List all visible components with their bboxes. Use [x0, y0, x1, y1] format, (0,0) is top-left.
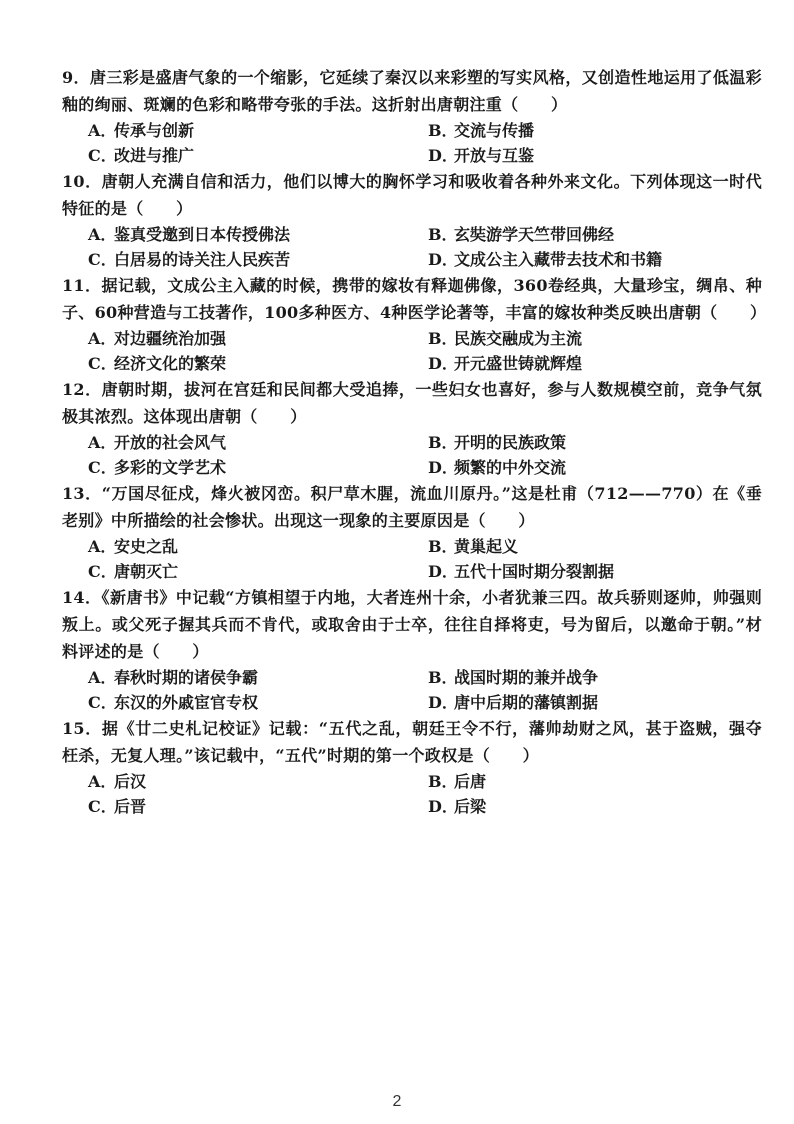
- option-label: A．: [88, 433, 117, 452]
- option-label: D．: [428, 250, 458, 269]
- option-c: [88, 690, 428, 715]
- options: [88, 326, 762, 376]
- option-label: D．: [428, 693, 458, 712]
- option-text: 开明的民族政策: [454, 433, 567, 452]
- option-label: A．: [88, 329, 117, 348]
- option-label: B．: [428, 668, 458, 687]
- option-label: C．: [88, 458, 117, 477]
- question-stem: 14．《新唐书》中记载“方镇相望于内地，大者连州十余，小者犹兼三四。故兵骄则逐帅，帅强则叛上。或父死子握其兵而不肯代，或取舍由于士卒，往往自择将吏，号为留后，以邀命于朝。”材料评述的是（ ）: [62, 588, 762, 661]
- option-a: [88, 769, 428, 794]
- option-b: [428, 769, 768, 794]
- option-label: C．: [88, 250, 117, 269]
- option-text: 玄奘游学天竺带回佛经: [454, 225, 615, 244]
- question-12: [62, 376, 762, 480]
- option-text: 对边疆统治加强: [114, 329, 227, 348]
- option-label: D．: [428, 562, 458, 581]
- option-text: 开放的社会风气: [114, 433, 227, 452]
- question-10: [62, 168, 762, 272]
- option-a: [88, 118, 428, 143]
- option-c: [88, 455, 428, 480]
- option-text: 安史之乱: [114, 537, 179, 556]
- option-label: C．: [88, 562, 117, 581]
- question-13: [62, 480, 762, 584]
- option-a: [88, 430, 428, 455]
- option-text: 文成公主入藏带去技术和书籍: [454, 250, 663, 269]
- option-c: [88, 794, 428, 819]
- options: [88, 665, 762, 715]
- option-d: [428, 559, 768, 584]
- option-a: [88, 326, 428, 351]
- question-stem: 13．“万国尽征戍，烽火被冈峦。积尸草木腥，流血川原丹。”这是杜甫（712——770）在《垂老别》中所描绘的社会惨状。出现这一现象的主要原因是（ ）: [62, 484, 762, 530]
- option-text: 唐中后期的藩镇割据: [454, 693, 599, 712]
- option-label: A．: [88, 537, 117, 556]
- option-label: D．: [428, 354, 458, 373]
- options: [88, 118, 762, 168]
- option-text: 传承与创新: [114, 121, 195, 140]
- option-label: B．: [428, 433, 458, 452]
- question-14: [62, 584, 762, 715]
- option-text: 民族交融成为主流: [454, 329, 583, 348]
- option-label: C．: [88, 797, 117, 816]
- question-stem: 10．唐朝人充满自信和活力，他们以博大的胸怀学习和吸收着各种外来文化。下列体现这一时代特征的是（ ）: [62, 172, 762, 218]
- option-text: 后梁: [454, 797, 487, 816]
- question-9: [62, 64, 762, 168]
- option-label: C．: [88, 354, 117, 373]
- option-a: [88, 534, 428, 559]
- option-label: A．: [88, 121, 117, 140]
- option-c: [88, 247, 428, 272]
- option-label: D．: [428, 146, 458, 165]
- option-label: D．: [428, 797, 458, 816]
- option-label: B．: [428, 772, 458, 791]
- option-label: A．: [88, 225, 117, 244]
- page-number: 2: [392, 1093, 402, 1110]
- option-text: 开元盛世铸就辉煌: [454, 354, 583, 373]
- question-stem: 9．唐三彩是盛唐气象的一个缩影，它延续了秦汉以来彩塑的写实风格，又创造性地运用了低温彩釉的绚丽、斑斓的色彩和略带夸张的手法。这折射出唐朝注重（ ）: [62, 68, 762, 114]
- option-b: [428, 665, 768, 690]
- option-text: 后唐: [454, 772, 487, 791]
- option-b: [428, 118, 768, 143]
- option-text: 频繁的中外交流: [454, 458, 567, 477]
- option-text: 唐朝灭亡: [114, 562, 179, 581]
- options: [88, 534, 762, 584]
- option-c: [88, 559, 428, 584]
- option-d: [428, 351, 768, 376]
- option-text: 后汉: [114, 772, 147, 791]
- option-label: B．: [428, 225, 458, 244]
- option-c: [88, 351, 428, 376]
- option-b: [428, 534, 768, 559]
- option-d: [428, 690, 768, 715]
- options: [88, 769, 762, 819]
- option-d: [428, 247, 768, 272]
- option-d: [428, 143, 768, 168]
- option-text: 经济文化的繁荣: [114, 354, 227, 373]
- option-text: 白居易的诗关注人民疾苦: [114, 250, 291, 269]
- option-text: 五代十国时期分裂割据: [454, 562, 615, 581]
- option-text: 交流与传播: [454, 121, 535, 140]
- option-a: [88, 665, 428, 690]
- option-a: [88, 222, 428, 247]
- option-d: [428, 455, 768, 480]
- question-stem: 15．据《廿二史札记校证》记载：“五代之乱，朝廷王令不行，藩帅劫财之风，甚于盗贼，强夺枉杀，无复人理。”该记载中，“五代”时期的第一个政权是（ ）: [62, 719, 762, 765]
- option-text: 开放与互鉴: [454, 146, 535, 165]
- option-text: 改进与推广: [114, 146, 195, 165]
- question-stem: 11．据记载，文成公主入藏的时候，携带的嫁妆有释迦佛像，360卷经典，大量珍宝，绸帛、种子、60种营造与工技著作，100多种医方、4种医学论著等，丰富的嫁妆种类反映出唐朝（ ）: [62, 276, 767, 322]
- option-text: 东汉的外戚宦官专权: [114, 693, 259, 712]
- option-text: 黄巢起义: [454, 537, 519, 556]
- option-text: 后晋: [114, 797, 147, 816]
- option-text: 多彩的文学艺术: [114, 458, 227, 477]
- option-label: B．: [428, 329, 458, 348]
- option-b: [428, 430, 768, 455]
- option-label: B．: [428, 537, 458, 556]
- option-label: A．: [88, 772, 117, 791]
- option-label: A．: [88, 668, 117, 687]
- option-b: [428, 326, 768, 351]
- option-label: D．: [428, 458, 458, 477]
- options: [88, 222, 762, 272]
- question-stem: 12．唐朝时期，拔河在宫廷和民间都大受追捧，一些妇女也喜好，参与人数规模空前，竞争气氛极其浓烈。这体现出唐朝（ ）: [62, 380, 762, 426]
- option-label: C．: [88, 693, 117, 712]
- options: [88, 430, 762, 480]
- question-15: [62, 715, 762, 819]
- option-label: B．: [428, 121, 458, 140]
- option-b: [428, 222, 768, 247]
- question-11: [62, 272, 767, 376]
- option-text: 鉴真受邀到日本传授佛法: [114, 225, 291, 244]
- option-text: 战国时期的兼并战争: [454, 668, 599, 687]
- option-d: [428, 794, 768, 819]
- option-c: [88, 143, 428, 168]
- option-label: C．: [88, 146, 117, 165]
- question-list: [62, 64, 767, 819]
- option-text: 春秋时期的诸侯争霸: [114, 668, 259, 687]
